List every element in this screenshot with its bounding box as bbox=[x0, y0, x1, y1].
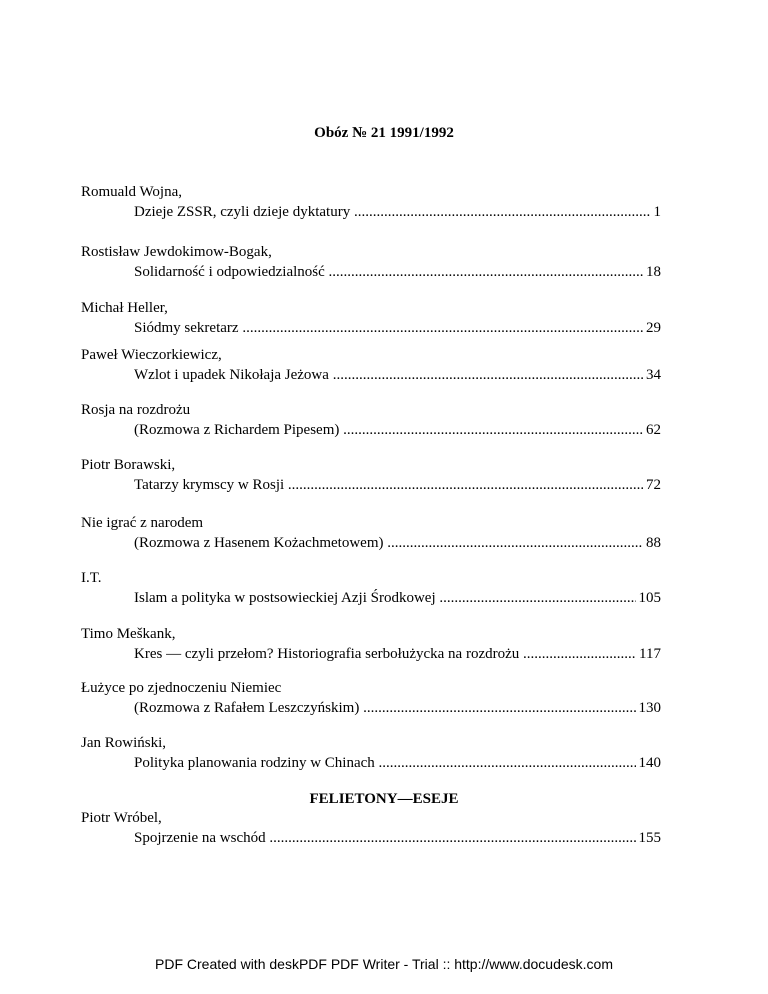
entry-page-number: 62 bbox=[643, 420, 661, 440]
toc-entry bbox=[81, 568, 661, 608]
entry-title-line bbox=[134, 318, 661, 338]
entry-title-line bbox=[134, 202, 661, 222]
entry-author: Romuald Wojna, bbox=[81, 184, 183, 200]
toc-entry bbox=[81, 242, 661, 282]
toc-entry bbox=[81, 298, 661, 338]
entry-title: Dzieje ZSSR, czyli dzieje dyktatury ..... bbox=[134, 204, 661, 220]
pdf-watermark-footer: PDF Created with deskPDF PDF Writer - Trial :: http://www.docudesk.com bbox=[155, 956, 613, 972]
entry-page-number: 18 bbox=[643, 262, 661, 282]
entry-title-line bbox=[134, 420, 661, 440]
entry-author: Paweł Wieczorkiewicz, bbox=[81, 347, 222, 363]
toc-entry bbox=[81, 455, 661, 495]
entry-author: Rosja na rozdrożu bbox=[81, 402, 191, 418]
entry-title: Solidarność i odpowiedzialność ..... bbox=[134, 264, 661, 280]
section-heading: FELIETONY—ESEJE bbox=[309, 791, 459, 807]
entry-author: Michał Heller, bbox=[81, 300, 168, 316]
toc-entry bbox=[81, 624, 661, 664]
entry-page-number: 140 bbox=[636, 753, 662, 773]
entry-title: (Rozmowa z Hasenem Kożachmetowem) ..... bbox=[134, 535, 661, 551]
entry-title: Siódmy sekretarz ..... bbox=[134, 320, 661, 336]
toc-entry bbox=[81, 345, 661, 385]
entry-title-line bbox=[134, 588, 661, 608]
entry-title-line bbox=[134, 644, 661, 664]
entry-page-number: 117 bbox=[636, 644, 661, 664]
entry-author: Nie igrać z narodem bbox=[81, 515, 204, 531]
entry-author: Timo Meškank, bbox=[81, 626, 176, 642]
entry-title: Tatarzy krymscy w Rosji ..... bbox=[134, 477, 661, 493]
entry-title: Spojrzenie na wschód ..... bbox=[134, 830, 661, 846]
entry-title: (Rozmowa z Richardem Pipesem) ..... bbox=[134, 422, 661, 438]
entry-page-number: 1 bbox=[651, 202, 662, 222]
entry-author: Piotr Wróbel, bbox=[81, 810, 162, 826]
entry-page-number: 88 bbox=[643, 533, 661, 553]
entry-page-number: 72 bbox=[643, 475, 661, 495]
entry-author: Jan Rowiński, bbox=[81, 735, 167, 751]
toc-entry bbox=[81, 182, 661, 222]
toc-entry bbox=[81, 513, 661, 553]
toc-entry bbox=[81, 678, 661, 718]
entry-title-line bbox=[134, 365, 661, 385]
entry-title-line bbox=[134, 262, 661, 282]
entry-title: Wzlot i upadek Nikołaja Jeżowa ..... bbox=[134, 367, 661, 383]
entry-page-number: 105 bbox=[636, 588, 662, 608]
entry-title: Polityka planowania rodziny w Chinach ..... bbox=[134, 755, 661, 771]
entry-page-number: 130 bbox=[636, 698, 662, 718]
entry-title: (Rozmowa z Rafałem Leszczyńskim) ..... bbox=[134, 700, 661, 716]
entry-author: I.T. bbox=[81, 570, 102, 586]
toc-entry bbox=[81, 400, 661, 440]
entry-page-number: 155 bbox=[636, 828, 662, 848]
entry-page-number: 29 bbox=[643, 318, 661, 338]
page-title: Obóz № 21 1991/1992 bbox=[314, 125, 454, 141]
entry-author: Rostisław Jewdokimow-Bogak, bbox=[81, 244, 272, 260]
entry-page-number: 34 bbox=[643, 365, 661, 385]
entry-author: Piotr Borawski, bbox=[81, 457, 176, 473]
toc-entry bbox=[81, 733, 661, 773]
entry-title-line bbox=[134, 828, 661, 848]
toc-entry bbox=[81, 808, 661, 848]
entry-title-line bbox=[134, 753, 661, 773]
entry-title-line bbox=[134, 698, 661, 718]
entry-title-line bbox=[134, 533, 661, 553]
entry-author: Łużyce po zjednoczeniu Niemiec bbox=[81, 680, 282, 696]
entry-title: Kres — czyli przełom? Historiografia serbołużycka na rozdrożu ..... bbox=[134, 646, 661, 662]
entry-title-line bbox=[134, 475, 661, 495]
entry-title: Islam a polityka w postsowieckiej Azji Środkowej ..... bbox=[134, 590, 661, 606]
